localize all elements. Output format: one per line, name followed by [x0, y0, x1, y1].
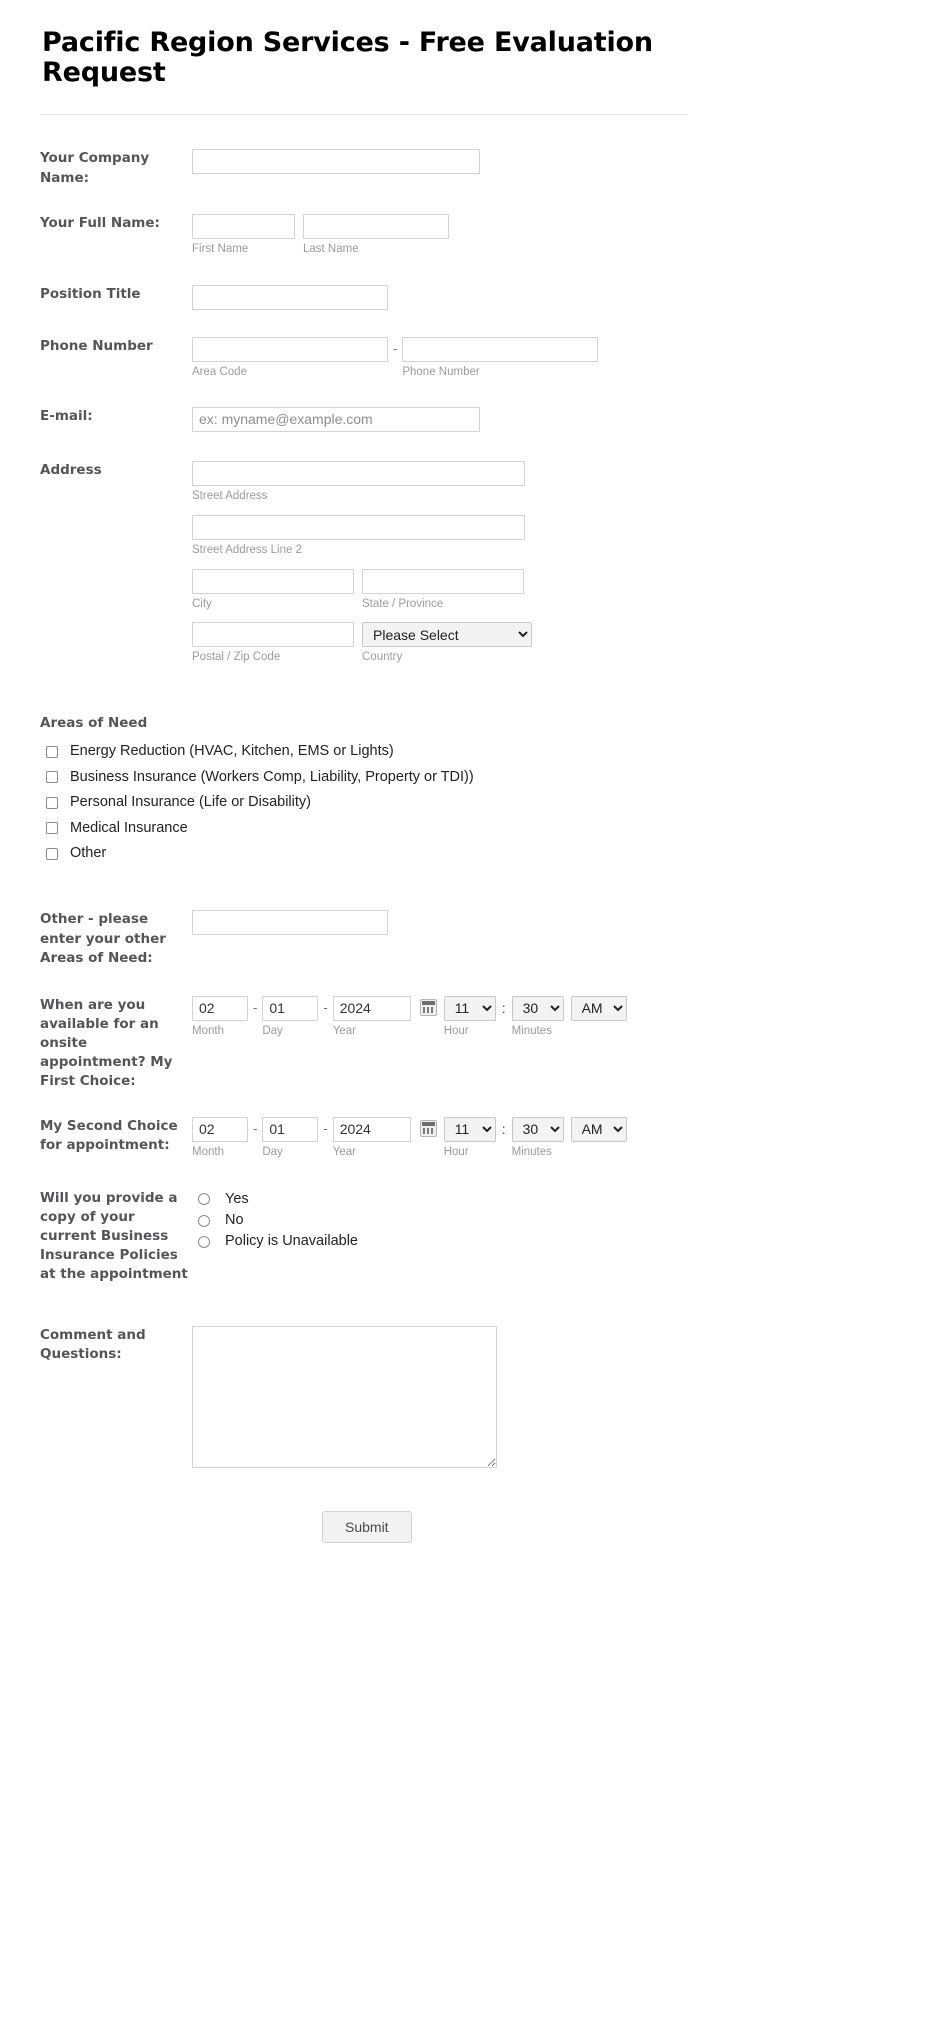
checkbox-row[interactable] — [40, 816, 890, 841]
appointment-second-datetime — [192, 1117, 890, 1160]
appt2-day-sublabel: Day — [262, 1145, 283, 1158]
appointment-second-label: My Second Choice for appointment: — [40, 1117, 178, 1153]
field-other-area-of-need — [40, 866, 890, 967]
first-name-input[interactable] — [192, 214, 295, 239]
phone-number-label: Phone Number — [40, 337, 153, 354]
state-province-sublabel: State / Province — [362, 597, 444, 610]
company-name-input[interactable] — [192, 149, 480, 174]
appt2-minutes-sublabel: Minutes — [511, 1145, 552, 1158]
other-need-label: Other - please enter your other Areas of Need: — [40, 911, 166, 966]
checkbox-label: Business Insurance (Workers Comp, Liability, Property or TDI)) — [70, 768, 474, 785]
checkbox-icon[interactable] — [46, 771, 58, 783]
checkbox-row[interactable] — [40, 841, 890, 866]
full-name-label: Your Full Name: — [40, 214, 160, 231]
radio-icon[interactable] — [198, 1215, 210, 1227]
postal-zip-sublabel: Postal / Zip Code — [192, 651, 281, 664]
checkbox-row[interactable] — [40, 739, 890, 764]
address-label: Address — [40, 461, 102, 478]
address-zip-country-group — [192, 622, 890, 665]
appt1-hour-sublabel: Hour — [443, 1024, 469, 1037]
field-address — [40, 432, 890, 666]
checkbox-label: Personal Insurance (Life or Disability) — [70, 794, 311, 811]
appt1-time-colon: : — [501, 999, 506, 1016]
email-label: E-mail: — [40, 407, 93, 424]
appt1-day-sublabel: Day — [262, 1024, 283, 1037]
address-street2-group — [192, 515, 890, 569]
checkbox-row[interactable] — [40, 765, 890, 790]
checkbox-icon[interactable] — [46, 797, 58, 809]
phone-number-input[interactable] — [402, 337, 598, 362]
radio-row[interactable] — [198, 1189, 890, 1210]
appt2-day-input[interactable] — [262, 1117, 318, 1142]
policy-copy-options — [198, 1189, 890, 1253]
areas-of-need-list — [40, 739, 890, 866]
country-select[interactable] — [362, 622, 532, 647]
radio-row[interactable] — [198, 1231, 890, 1252]
field-appointment-first-choice — [40, 968, 890, 1092]
appointment-first-label: When are you available for an onsite appointment? My First Choice: — [40, 996, 173, 1090]
city-sublabel: City — [192, 597, 212, 610]
appt2-sep-2: - — [323, 1120, 328, 1136]
radio-icon[interactable] — [198, 1236, 210, 1248]
submit-section — [40, 1473, 890, 1583]
appt1-minutes-select[interactable] — [512, 996, 564, 1021]
phone-number-sublabel: Phone Number — [402, 365, 480, 378]
street-address-line2-input[interactable] — [192, 515, 525, 540]
radio-label: No — [225, 1211, 244, 1228]
appt1-sep-1: - — [253, 999, 258, 1015]
country-sublabel: Country — [362, 651, 403, 664]
radio-icon[interactable] — [198, 1193, 210, 1205]
field-position-title — [40, 257, 890, 310]
areas-of-need-title: Areas of Need — [40, 715, 148, 732]
last-name-input[interactable] — [303, 214, 449, 239]
appt1-sep-2: - — [323, 999, 328, 1015]
calendar-icon[interactable] — [420, 1120, 437, 1137]
comments-textarea[interactable] — [192, 1326, 497, 1468]
appt2-time-colon: : — [501, 1120, 506, 1137]
submit-button[interactable]: Submit — [322, 1511, 412, 1543]
radio-label: Policy is Unavailable — [225, 1233, 358, 1250]
field-phone-number — [40, 310, 890, 380]
checkbox-icon[interactable] — [46, 822, 58, 834]
comments-label: Comment and Questions: — [40, 1327, 146, 1363]
appt2-sep-1: - — [253, 1120, 258, 1136]
checkbox-label: Energy Reduction (HVAC, Kitchen, EMS or Lights) — [70, 743, 394, 760]
phone-separator: - — [393, 340, 398, 356]
calendar-icon[interactable] — [420, 999, 437, 1016]
state-province-input[interactable] — [362, 569, 524, 594]
postal-zip-input[interactable] — [192, 622, 354, 647]
appt1-year-sublabel: Year — [332, 1024, 356, 1037]
checkbox-icon[interactable] — [46, 848, 58, 860]
appt2-hour-select[interactable] — [444, 1117, 496, 1142]
appt2-year-sublabel: Year — [332, 1145, 356, 1158]
appt1-ampm-select[interactable] — [571, 996, 627, 1021]
appt1-day-input[interactable] — [262, 996, 318, 1021]
appt2-minutes-select[interactable] — [512, 1117, 564, 1142]
appt1-year-input[interactable] — [333, 996, 411, 1021]
first-name-sublabel: First Name — [192, 242, 249, 255]
position-title-label: Position Title — [40, 285, 141, 302]
position-title-input[interactable] — [192, 285, 388, 310]
company-name-label: Your Company Name: — [40, 150, 150, 186]
address-street-group — [192, 461, 890, 515]
street-address-sublabel: Street Address — [192, 489, 268, 502]
field-policy-copy — [40, 1160, 890, 1285]
field-areas-of-need — [40, 665, 890, 866]
radio-label: Yes — [225, 1190, 249, 1207]
street-address-line2-sublabel: Street Address Line 2 — [192, 543, 302, 556]
appt1-hour-select[interactable] — [444, 996, 496, 1021]
radio-row[interactable] — [198, 1210, 890, 1231]
checkbox-row[interactable] — [40, 790, 890, 815]
other-need-input[interactable] — [192, 910, 388, 935]
appt1-month-input[interactable] — [192, 996, 248, 1021]
appt1-month-sublabel: Month — [192, 1024, 224, 1037]
last-name-sublabel: Last Name — [303, 242, 359, 255]
field-email — [40, 380, 890, 432]
checkbox-label: Medical Insurance — [70, 819, 188, 836]
city-input[interactable] — [192, 569, 354, 594]
policy-copy-label: Will you provide a copy of your current Business Insurance Policies at the appointment — [40, 1189, 188, 1283]
appt1-minutes-sublabel: Minutes — [511, 1024, 552, 1037]
field-full-name — [40, 188, 890, 257]
email-input[interactable] — [192, 407, 480, 432]
appt2-ampm-select[interactable] — [571, 1117, 627, 1142]
field-company-name — [40, 115, 890, 187]
appointment-first-datetime — [192, 996, 890, 1039]
street-address-input[interactable] — [192, 461, 525, 486]
area-code-input[interactable] — [192, 337, 388, 362]
appt2-month-sublabel: Month — [192, 1145, 224, 1158]
field-comments — [40, 1284, 890, 1473]
checkbox-icon[interactable] — [46, 746, 58, 758]
checkbox-label: Other — [70, 844, 107, 861]
page-title: Pacific Region Services - Free Evaluation Request — [42, 27, 653, 89]
appt2-hour-sublabel: Hour — [443, 1145, 469, 1158]
appt2-year-input[interactable] — [333, 1117, 411, 1142]
area-code-sublabel: Area Code — [192, 365, 247, 378]
appt2-month-input[interactable] — [192, 1117, 248, 1142]
field-appointment-second-choice — [40, 1092, 890, 1160]
address-city-state-group — [192, 569, 890, 623]
